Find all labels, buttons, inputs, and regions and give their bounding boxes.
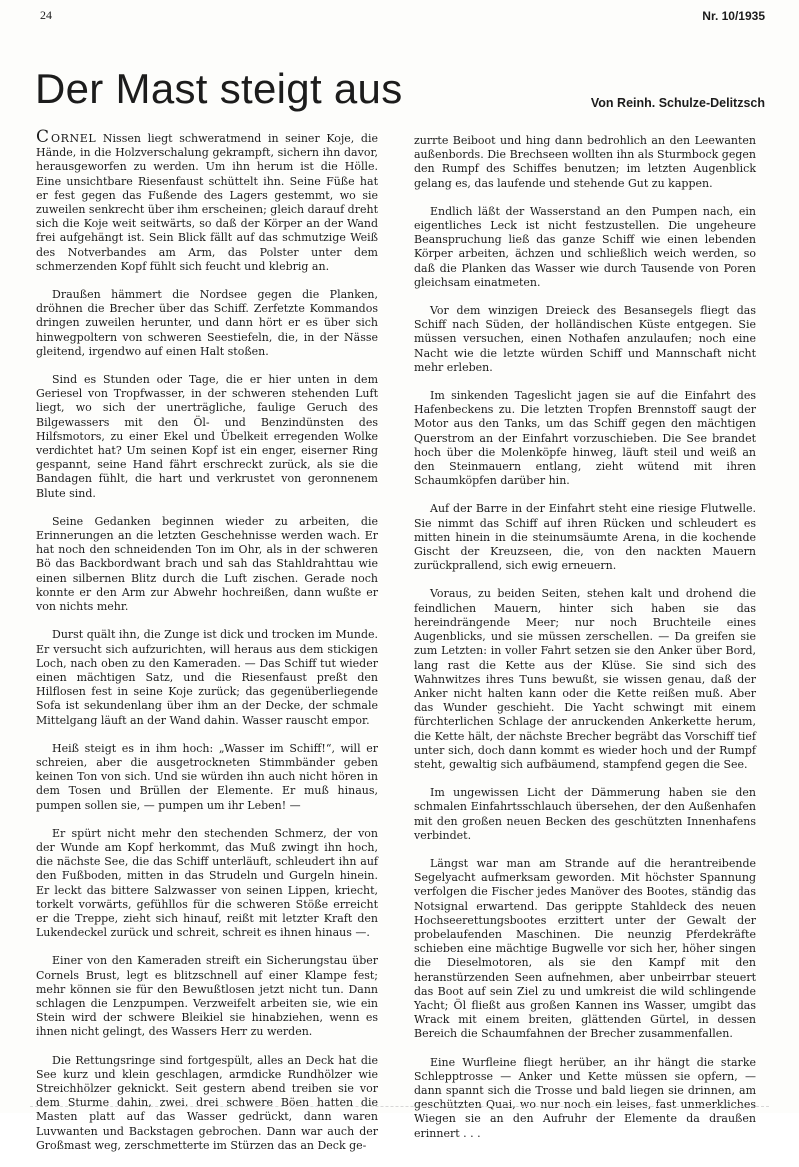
paragraph: Voraus, zu beiden Seiten, stehen kalt und drohend die feindlichen Mauern, hinter sich haben sie das hereindrängende Meer; nur noch Bruchteile eines Augenblicks, und sie müssen zerschellen. — Da greifen sie zum Letzten: in voller Fahrt setzen sie den Anker über Bord, lang rast die Kette aus der Klüse. Sie sind sich des Wahnwitzes ihres Tuns bewußt, sie wissen genau, daß der Anker nicht halten kann oder die Kette reißen muß. Aber das Wunder geschieht. Die Yacht schwingt mit einem fürchterlichen Schlage der anruckenden Ankerkette herum, die Kette hält, der nächste Brecher begräbt das Vorschiff tief unter sich, doch dann kommt es wieder hoch und der Rumpf steht, gewaltig sich aufbäumend, stampfend gegen die See. — [414, 587, 756, 771]
paragraph: Durst quält ihn, die Zunge ist dick und trocken im Munde. Er versucht sich aufzurichten, will heraus aus dem stickigen Loch, nach oben zu den Kameraden. — Das Schiff tut wieder einen mächtigen Satz, und die Riesenfaust preßt den Hilflosen fest in seine Koje zurück; das gegenüberliegende Sofa ist sekundenlang über ihm an der Decke, der schmale Mittelgang läuft an der Wand dahin. Wasser rauscht empor. — [36, 628, 378, 727]
paragraph: Er spürt nicht mehr den stechenden Schmerz, der von der Wunde am Kopf herkommt, das Muß zwingt ihn hoch, die nächste See, die das Schiff unterläuft, schleudert ihn auf den Fußboden, mitten in das Strudeln und Gurgeln hinein. Er leckt das bittere Salzwasser von seinen Lippen, kriecht, torkelt vorwärts, gefühllos für die schweren Stöße erreicht er die Treppe, zieht sich hinauf, reißt mit letzter Kraft den Lukendeckel zurück und schreit, schreit es ihnen hinaus —. — [36, 826, 378, 940]
paragraph: Eine Wurfleine fliegt herüber, an ihr hängt die starke Schlepptrosse — Anker und Kette müssen sie opfern, — dann spannt sich die Trosse und bald liegen sie drinnen, am geschützten Quai, wo nur noch ein leises, fast unmerkliches Wiegen sie an den Aufruhr der Elemente da draußen erinnert . . . — [414, 1055, 756, 1140]
paragraph: Heiß steigt es in ihm hoch: „Wasser im Schiff!“, will er schreien, aber die ausgetrockneten Stimmbänder geben keinen Ton von sich. Und sie würden ihn auch nicht hören in dem Tosen und Brüllen der Elemente. Er muß hinaus, pumpen sollen sie, — pumpen um ihr Leben! — — [36, 741, 378, 812]
right-column — [414, 134, 756, 1155]
lead-first-word: ORNEL — [51, 132, 97, 145]
page-bottom-edge — [30, 1106, 769, 1107]
drop-cap: C — [36, 127, 51, 147]
paragraph-text: Nissen liegt schweratmend in seiner Koje, die Hände, in die Holzverschalung gekrampft, sichern ihn davor, herausgeworfen zu werden. Um ihn herum ist die Hölle. Eine unsichtbare Riesenfaust schüttelt ihn. Seine Füße hat er fest gegen das Fußende des Lagers gestemmt, wo sie zuweilen senkrecht über ihm erscheinen; gleich darauf dreht sich die Koje weit seitwärts, so daß der Körper an der Wand frei aufgehängt ist. Sein Blick fällt auf das schmutzige Weiß des Notverbandes am Arm, das Polster unter dem schmerzenden Kopf fühlt sich feucht und klebrig an. — [36, 132, 378, 273]
paragraph: Längst war man am Strande auf die herantreibende Segelyacht aufmerksam geworden. Mit höchster Spannung verfolgen die Fischer jedes Manöver des Bootes, ständig das Notsignal erwartend. Das gerippte Stahldeck des neuen Hochseerettungsbootes erzittert unter der Gewalt der probelaufenden Maschinen. Die neunzig Pferdekräfte schieben eine mächtige Bugwelle vor sich her, höher singen die Dieselmotoren, als sie den Kampf mit den heranstürzenden Seen aufnehmen, aber unbeirrbar steuert das Boot auf sein Ziel zu und umkreist die wild schlingende Yacht; Öl fließt aus großen Kannen ins Wasser, umgibt das Wrack mit einem breiten, glättenden Gürtel, in dessen Bereich die Schaumfahnen der Brecher zusammenfallen. — [414, 856, 756, 1041]
article-author: Von Reinh. Schulze-Delitzsch — [590, 96, 765, 110]
paragraph: Die Rettungsringe sind fortgespült, alles an Deck hat die See kurz und klein geschlagen, armdicke Rundhölzer wie Streichhölzer geknickt. Seit gestern abend treiben sie vor dem Sturme dahin, zwei, drei schwere Böen hatten die Masten platt auf das Wasser gedrückt, dann waren Luvwanten und Backstagen gebrochen. Dann war auch der Großmast weg, zerschmetterte im Stürzen das an Deck ge- — [36, 1053, 378, 1152]
paragraph: Im ungewissen Licht der Dämmerung haben sie den schmalen Einfahrtsschlauch übersehen, der den Außenhafen mit den großen neuen Becken des geschützten Innenhafens verbindet. — [414, 786, 756, 842]
paragraph: Sind es Stunden oder Tage, die er hier unten in dem Geriesel von Tropfwasser, in der schweren stehenden Luft liegt, wo sich der unerträgliche, faulige Geruch des Bilgewassers mit den Öl- und Benzindünsten des Hilfsmotors, zu einer Ekel und Übelkeit erregenden Wolke verdichtet hat? Um seinen Kopf ist ein enger, eiserner Ring gespannt, seine Hand fährt erschreckt zurück, als sie die Bandagen fühlt, die hart und verkrustet von geronnenem Blute sind. — [36, 373, 378, 500]
lead-paragraph — [36, 127, 378, 274]
paragraph: Seine Gedanken beginnen wieder zu arbeiten, die Erinnerungen an die letzten Geschehnisse werden wach. Er hat noch den schneidenden Ton im Ohr, als in der schweren Bö das Backbordwant brach und sah das Stahldrahttau wie einen silbernen Blitz durch die Luft zischen. Gerade noch konnte er den Arm zur Abwehr hochreißen, dann wußte er von nichts mehr. — [36, 514, 378, 614]
paragraph: Endlich läßt der Wasserstand an den Pumpen nach, ein eigentliches Leck ist nicht festzustellen. Die ungeheure Beanspruchung ließ das ganze Schiff wie einen lebenden Körper arbeiten, ächzen und schließlich weich werden, so daß die Planken das Wasser wie durch Tausende von Poren gleichsam einatmeten. — [414, 204, 756, 289]
article-title: Der Mast steigt aus — [35, 65, 403, 112]
left-column — [36, 127, 378, 1167]
paragraph: Einer von den Kameraden streift ein Sicherungstau über Cornels Brust, legt es blitzschnell auf einer Klampe fest; mehr können sie für den Bewußtlosen jetzt nicht tun. Dann schlagen die Lenzpumpen. Verzweifelt arbeiten sie, wie ein Stein wird der schwere Bleikiel sie hinabziehen, wenn es ihnen nicht gelingt, des Wassers Herr zu werden. — [36, 954, 378, 1039]
paragraph-continuation: zurrte Beiboot und hing dann bedrohlich an den Leewanten außenbords. Die Brechseen wollten ihn als Sturmbock gegen den Rumpf des Schiffes benutzen; im letzten Augenblick gelang es, das laufende und stehende Gut zu kappen. — [414, 134, 756, 190]
paragraph: Auf der Barre in der Einfahrt steht eine riesige Flutwelle. Sie nimmt das Schiff auf ihren Rücken und schleudert es mitten hinein in die steinumsäumte Arena, in die kochende Gischt der Kreuzseen, die, von den nackten Mauern zurückprallend, sich ewig erneuern. — [414, 502, 756, 573]
paragraph: Im sinkenden Tageslicht jagen sie auf die Einfahrt des Hafenbeckens zu. Die letzten Tropfen Brennstoff saugt der Motor aus den Tanks, um das Schiff gegen den mächtigen Querstrom an der Einfahrt vorzuschieben. Die See brandet hoch über die Molenköpfe hinweg, läuft steil und weiß an den Steinmauern entlang, zieht wütend mit ihren Schaumköpfen darüber hin. — [414, 389, 756, 488]
page-number: 24 — [40, 8, 52, 22]
issue-number: Nr. 10/1935 — [702, 9, 765, 23]
paragraph: Vor dem winzigen Dreieck des Besansegels fliegt das Schiff nach Süden, der holländischen Küste entgegen. Sie müssen versuchen, einen Nothafen anzulaufen; noch eine Nacht wie die letzte würden Schiff und Mannschaft nicht mehr erleben. — [414, 304, 756, 374]
paragraph: Draußen hämmert die Nordsee gegen die Planken, dröhnen die Brecher über das Schiff. Zerfetzte Kommandos dringen zuweilen herunter, und dann hört er es über sich hinwegpoltern von schweren Seestiefeln, die, in der Nässe gleitend, irgendwo auf einen Halt stoßen. — [36, 288, 378, 358]
